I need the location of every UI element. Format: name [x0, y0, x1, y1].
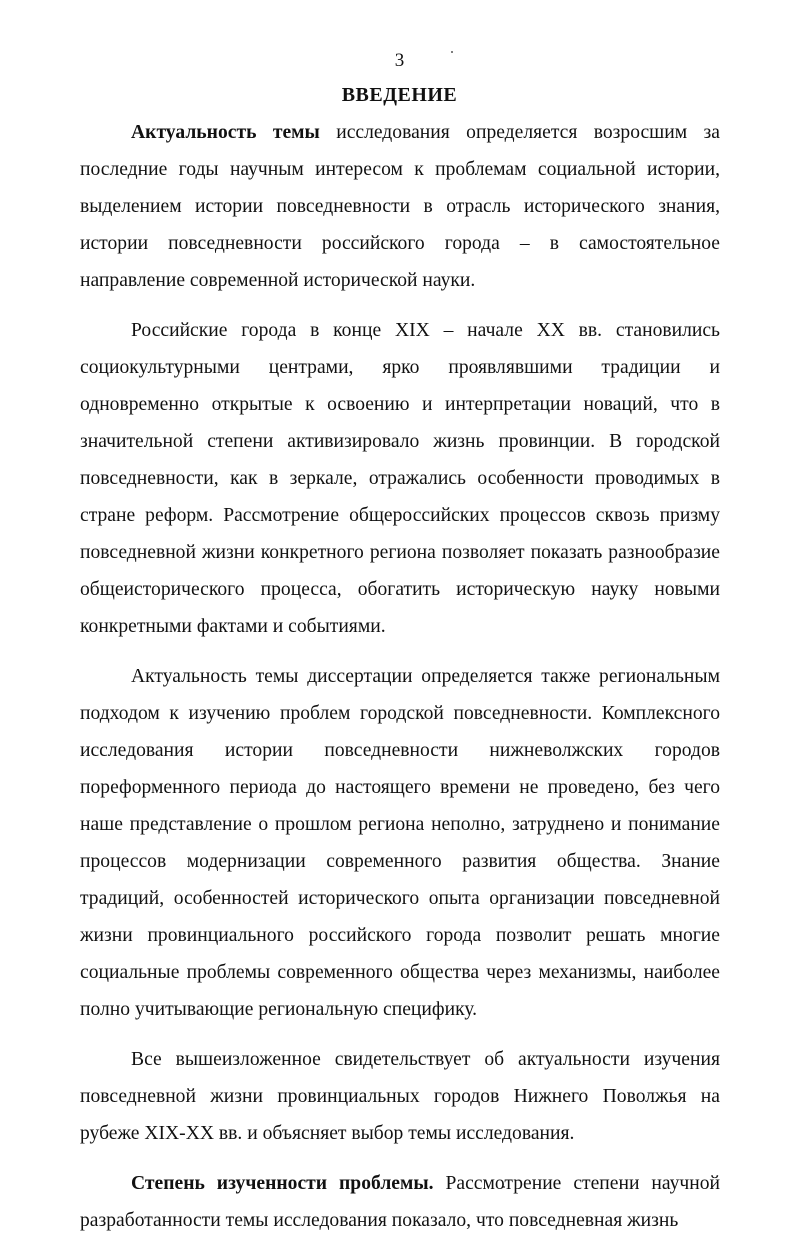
paragraph-russian-cities: [80, 312, 720, 645]
paragraph-lead: Степень изученности проблемы.: [131, 1173, 434, 1194]
paragraph-degree-of-study: [80, 1165, 720, 1239]
paragraph-text: исследования определяется возросшим за последние годы научным интересом к проблемам социальной истории, выделением истории повседневности в отрасль исторического знания, истории повседневности российского города – в самостоятельное направление современной исторической науки.: [80, 122, 720, 291]
paragraph-relevance: [80, 114, 720, 299]
paragraph-text: Все вышеизложенное свидетельствует об актуальности изучения повседневной жизни провинциальных городов Нижнего Поволжья на рубеже XIX-XX вв. и объясняет выбор темы исследования.: [80, 1049, 720, 1144]
section-title: ВВЕДЕНИЕ: [341, 84, 458, 106]
paragraph-text: Актуальность темы диссертации определяется также региональным подходом к изучению проблем городской повседневности. Комплексного исследования истории повседневности нижневолжских городов пореформенного периода до настоящего времени не проведено, без чего наше представление о прошлом региона неполно, затруднено и понимание процессов модернизации современного развития общества. Знание традиций, особенностей исторического опыта организации повседневной жизни провинциального российского города позволит решать многие социальные проблемы современного общества через механизмы, наиболее полно учитывающие региональную специфику.: [80, 666, 720, 1020]
paragraph-conclusion: [80, 1041, 720, 1152]
body-text: [80, 114, 720, 1252]
paragraph-text: Рассмотрение степени научной разработанности темы исследования показало, что повседневная жизнь: [80, 1173, 720, 1231]
scan-speck: [451, 51, 453, 53]
paragraph-lead: Актуальность темы: [131, 122, 320, 143]
paragraph-text: Российские города в конце XIX – начале XX вв. становились социокультурными центрами, ярко проявлявшими традиции и одновременно открытые к освоению и интерпретации новаций, что в значительной степени активизировало жизнь провинции. В городской повседневности, как в зеркале, отражались особенности проводимых в стране реформ. Рассмотрение общероссийских процессов сквозь призму повседневной жизни конкретного региона позволяет показать разнообразие общеисторического процесса, обогатить историческую науку новыми конкретными фактами и событиями.: [80, 320, 720, 637]
paragraph-regional-approach: [80, 658, 720, 1028]
page-number: 3: [394, 50, 405, 71]
